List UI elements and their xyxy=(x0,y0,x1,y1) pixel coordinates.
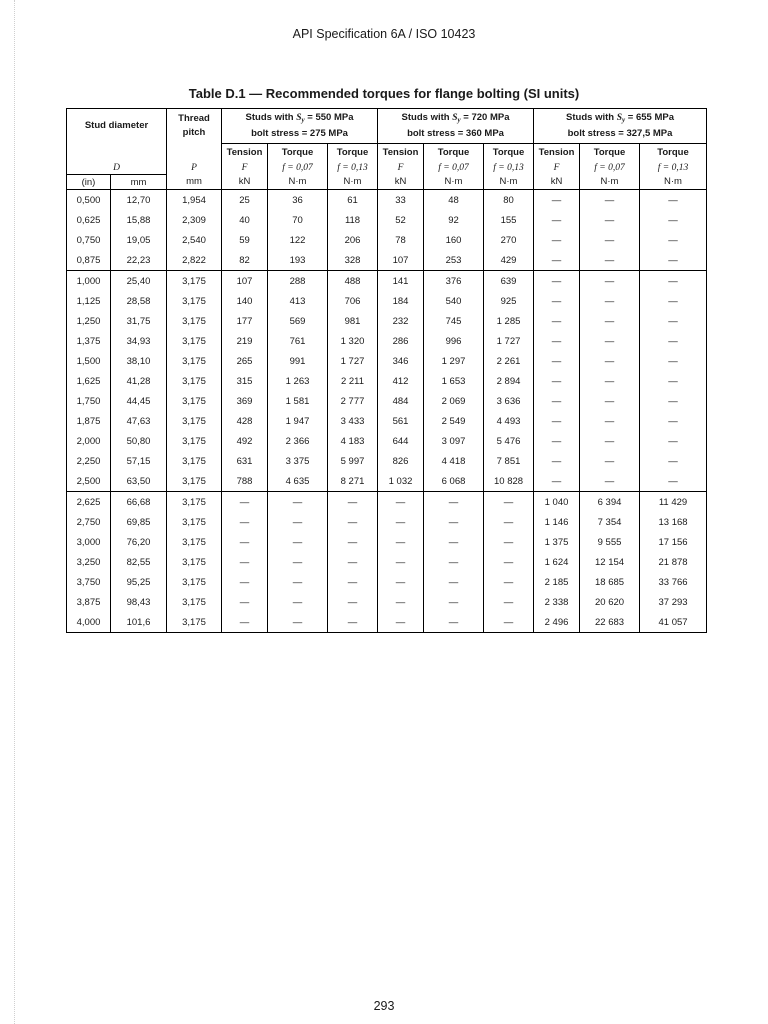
table-cell: 2 366 xyxy=(268,431,328,451)
margin-rule xyxy=(14,0,15,1024)
table-cell: — xyxy=(640,291,707,311)
table-cell: 2,540 xyxy=(167,230,222,250)
table-cell: 3,175 xyxy=(167,552,222,572)
table-cell: 3,750 xyxy=(67,572,111,592)
table-cell: 1 040 xyxy=(534,492,580,513)
table-cell: — xyxy=(222,572,268,592)
table-cell: 184 xyxy=(378,291,424,311)
table-cell: 193 xyxy=(268,250,328,271)
table-cell: — xyxy=(378,492,424,513)
table-cell: — xyxy=(534,451,580,471)
table-cell: — xyxy=(378,512,424,532)
table-cell: 3,175 xyxy=(167,451,222,471)
table-cell: 1 032 xyxy=(378,471,424,492)
table-cell: 3,175 xyxy=(167,411,222,431)
table-cell: — xyxy=(378,532,424,552)
table-cell: — xyxy=(534,371,580,391)
table-cell: 1 263 xyxy=(268,371,328,391)
table-cell: 9 555 xyxy=(580,532,640,552)
table-row xyxy=(67,271,707,292)
table-cell: 4 493 xyxy=(484,411,534,431)
table-row xyxy=(67,230,707,250)
table-cell: — xyxy=(328,612,378,633)
table-cell: 253 xyxy=(424,250,484,271)
table-cell: 286 xyxy=(378,331,424,351)
table-cell: 569 xyxy=(268,311,328,331)
table-cell: 66,68 xyxy=(111,492,167,513)
table-cell: — xyxy=(580,351,640,371)
table-row xyxy=(67,512,707,532)
page-number: 293 xyxy=(373,999,395,1013)
table-cell: — xyxy=(424,612,484,633)
table-cell: 2,250 xyxy=(67,451,111,471)
table-cell: 13 168 xyxy=(640,512,707,532)
table-cell: — xyxy=(580,431,640,451)
table-cell: — xyxy=(268,612,328,633)
table-cell: — xyxy=(640,271,707,292)
table-cell: — xyxy=(268,492,328,513)
table-cell: 38,10 xyxy=(111,351,167,371)
table-cell: 3,175 xyxy=(167,572,222,592)
table-cell: 22,23 xyxy=(111,250,167,271)
table-cell: 376 xyxy=(424,271,484,292)
table-cell: 826 xyxy=(378,451,424,471)
table-cell: — xyxy=(222,612,268,633)
table-cell: 40 xyxy=(222,210,268,230)
table-cell: 369 xyxy=(222,391,268,411)
table-cell: 7 851 xyxy=(484,451,534,471)
table-cell: 3 433 xyxy=(328,411,378,431)
table-cell: 80 xyxy=(484,190,534,211)
table-cell: 33 766 xyxy=(640,572,707,592)
table-cell: — xyxy=(484,492,534,513)
table-cell: — xyxy=(534,311,580,331)
table-row xyxy=(67,311,707,331)
table-cell: 19,05 xyxy=(111,230,167,250)
table-cell: 1 624 xyxy=(534,552,580,572)
table-cell: — xyxy=(328,532,378,552)
table-cell: 3,175 xyxy=(167,471,222,492)
table-cell: 61 xyxy=(328,190,378,211)
table-cell: 3,175 xyxy=(167,371,222,391)
table-cell: 4 418 xyxy=(424,451,484,471)
table-cell: 82,55 xyxy=(111,552,167,572)
table-cell: — xyxy=(640,230,707,250)
table-cell: 76,20 xyxy=(111,532,167,552)
table-cell: — xyxy=(484,552,534,572)
table-cell: — xyxy=(424,592,484,612)
table-cell: — xyxy=(534,271,580,292)
table-cell: — xyxy=(484,532,534,552)
table-cell: — xyxy=(424,552,484,572)
table-cell: 22 683 xyxy=(580,612,640,633)
table-cell: 2 069 xyxy=(424,391,484,411)
table-cell: — xyxy=(268,592,328,612)
table-row xyxy=(67,371,707,391)
table-cell: — xyxy=(328,552,378,572)
table-cell: 70 xyxy=(268,210,328,230)
pitch-label: pitch xyxy=(182,127,206,139)
table-row xyxy=(67,210,707,230)
table-cell: 1 653 xyxy=(424,371,484,391)
table-cell: 3,175 xyxy=(167,532,222,552)
table-cell: 1,625 xyxy=(67,371,111,391)
table-cell: 2 894 xyxy=(484,371,534,391)
table-cell: 2,309 xyxy=(167,210,222,230)
table-cell: 3 097 xyxy=(424,431,484,451)
table-cell: — xyxy=(268,572,328,592)
table-cell: — xyxy=(640,391,707,411)
table-cell: 10 828 xyxy=(484,471,534,492)
table-cell: 63,50 xyxy=(111,471,167,492)
table-cell: 745 xyxy=(424,311,484,331)
table-cell: — xyxy=(268,512,328,532)
table-cell: — xyxy=(424,512,484,532)
table-cell: — xyxy=(378,572,424,592)
table-cell: 631 xyxy=(222,451,268,471)
table-cell: — xyxy=(222,532,268,552)
table-cell: — xyxy=(268,552,328,572)
table-cell: 101,6 xyxy=(111,612,167,633)
table-cell: 1,875 xyxy=(67,411,111,431)
table-cell: — xyxy=(640,411,707,431)
table-cell: 644 xyxy=(378,431,424,451)
table-cell: — xyxy=(640,210,707,230)
table-cell: 328 xyxy=(328,250,378,271)
table-cell: — xyxy=(580,411,640,431)
table-cell: 118 xyxy=(328,210,378,230)
table-cell: 1,250 xyxy=(67,311,111,331)
table-cell: 41,28 xyxy=(111,371,167,391)
table-cell: 761 xyxy=(268,331,328,351)
table-cell: 7 354 xyxy=(580,512,640,532)
table-cell: 706 xyxy=(328,291,378,311)
table-row xyxy=(67,250,707,271)
table-row xyxy=(67,411,707,431)
table-cell: 69,85 xyxy=(111,512,167,532)
table-cell: 1,750 xyxy=(67,391,111,411)
table-cell: — xyxy=(580,471,640,492)
table-cell: — xyxy=(484,512,534,532)
table-cell: 4 635 xyxy=(268,471,328,492)
header-stud-diameter: Stud diameter xyxy=(67,109,167,144)
table-cell: — xyxy=(534,431,580,451)
table-cell: 92 xyxy=(424,210,484,230)
table-cell: — xyxy=(640,431,707,451)
table-cell: 3,175 xyxy=(167,612,222,633)
table-cell: 177 xyxy=(222,311,268,331)
table-cell: 1,500 xyxy=(67,351,111,371)
table-cell: 1,954 xyxy=(167,190,222,211)
table-cell: — xyxy=(580,230,640,250)
table-cell: 0,750 xyxy=(67,230,111,250)
table-cell: — xyxy=(580,271,640,292)
table-cell: — xyxy=(328,512,378,532)
table-row xyxy=(67,592,707,612)
table-row xyxy=(67,471,707,492)
table-cell: 11 429 xyxy=(640,492,707,513)
table-cell: 639 xyxy=(484,271,534,292)
table-cell: 1 581 xyxy=(268,391,328,411)
table-cell: 788 xyxy=(222,471,268,492)
table-title: Table D.1 — Recommended torques for flange bolting (SI units) xyxy=(188,86,580,101)
table-cell: 1 375 xyxy=(534,532,580,552)
table-cell: 2 496 xyxy=(534,612,580,633)
table-cell: 2 777 xyxy=(328,391,378,411)
table-row xyxy=(67,451,707,471)
table-cell: 3 375 xyxy=(268,451,328,471)
table-cell: 925 xyxy=(484,291,534,311)
table-cell: — xyxy=(580,311,640,331)
table-cell: 2 338 xyxy=(534,592,580,612)
table-cell: 33 xyxy=(378,190,424,211)
table-cell: 981 xyxy=(328,311,378,331)
table-cell: 3,175 xyxy=(167,592,222,612)
table-cell: 1 285 xyxy=(484,311,534,331)
table-cell: 288 xyxy=(268,271,328,292)
table-cell: 3,175 xyxy=(167,391,222,411)
table-cell: 561 xyxy=(378,411,424,431)
table-cell: 48 xyxy=(424,190,484,211)
table-cell: 3,175 xyxy=(167,271,222,292)
table-cell: — xyxy=(640,331,707,351)
table-cell: 1,375 xyxy=(67,331,111,351)
table-cell: — xyxy=(640,371,707,391)
table-cell: 1 297 xyxy=(424,351,484,371)
header-group-655: Studs with $S_y = 655$ MPa bolt stress = 327,5 MPa xyxy=(534,109,707,144)
table-cell: 5 997 xyxy=(328,451,378,471)
table-cell: 3,175 xyxy=(167,311,222,331)
table-cell: 428 xyxy=(222,411,268,431)
table-cell: — xyxy=(328,492,378,513)
table-cell: 98,43 xyxy=(111,592,167,612)
table-cell: — xyxy=(640,471,707,492)
table-row xyxy=(67,351,707,371)
table-cell: 3,250 xyxy=(67,552,111,572)
table-cell: — xyxy=(534,291,580,311)
table-cell: 270 xyxy=(484,230,534,250)
table-cell: 484 xyxy=(378,391,424,411)
table-cell: 0,625 xyxy=(67,210,111,230)
table-cell: — xyxy=(534,411,580,431)
table-cell: — xyxy=(534,210,580,230)
table-cell: 2,822 xyxy=(167,250,222,271)
table-cell: 41 057 xyxy=(640,612,707,633)
table-cell: 3,000 xyxy=(67,532,111,552)
table-row xyxy=(67,431,707,451)
table-cell: 429 xyxy=(484,250,534,271)
table-cell: — xyxy=(640,311,707,331)
torque-table: Stud diameter Thread pitch Studs with $S_y = 550$ MPa bolt stress = 275 MPa Studs with $S_y = 720$ MPa bolt stress = 360 MPa Studs with $S_y = 655$ MPa bolt stress = 327,5 MPa Tension Torque Torque Tension Torque Torque Tension Torque Torque D P F f = 0,07 f = 0,13 F f = 0,07 f = 0,13 F f = 0,07 f = 0,13 (in) mm mm kN N·m N·m kN N·m N·m kN N·m N·m 0,500 12,70 1,954 25 36 61 33 48 80 — — — 0,625 15,88 2,309 40 70 118 52 92 155 — — — 0,750 19,05 2,540 59 122 206 78 160 270 — — — 0,875 22,23 2,822 82 193 328 107 253 429 — — — 1,000 25,40 3,175 107 288 488 141 376 639 — — — 1,125 28,58 3,175 140 413 706 184 540 925 — — — 1,250 31,75 3,175 177 569 981 232 745 1 285 — — — 1,375 34,93 3,175 219 761 1 320 286 996 1 727 — — — 1,500 38,10 3,175 265 991 1 727 346 1 297 2 261 — — — 1,625 41,28 3,175 315 1 263 2 211 412 1 653 2 894 — — — 1,750 44,45 3,175 369 1 581 2 777 484 2 069 3 636 — — — 1,875 47,63 3,175 428 1 947 3 433 561 2 549 4 493 — — — 2,000 50,80 3,175 492 2 366 4 183 644 3 097 5 476 — — — 2,250 57,15 3,175 631 3 375 5 997 826 4 418 7 851 — — — 2,500 63,50 3,175 788 4 635 8 271 1 032 6 068 10 828 — — — 2,625 66,68 3,175 — — — — — — 1 040 6 394 11 429 2,750 69,85 3,175 — — — — — — 1 146 7 354 13 168 3,000 76,20 3,175 — — — — — — 1 375 9 555 17 156 3,250 82,55 3,175 — — — — — — 1 624 12 154 21 878 3,750 95,25 3,175 — — — — — — 2 185 18 685 33 766 3,875 98,43 3,175 — — — — — — 2 338 20 620 37 293 4,000 101,6 3,175 — — — — — — 2 496 22 683 41 057 xyxy=(66,108,707,633)
table-row xyxy=(67,612,707,633)
table-cell: 141 xyxy=(378,271,424,292)
table-row xyxy=(67,391,707,411)
table-cell: — xyxy=(424,492,484,513)
table-cell: 44,45 xyxy=(111,391,167,411)
table-cell: 3,175 xyxy=(167,431,222,451)
table-cell: 2 549 xyxy=(424,411,484,431)
table-cell: 1 320 xyxy=(328,331,378,351)
table-cell: 25,40 xyxy=(111,271,167,292)
table-cell: 21 878 xyxy=(640,552,707,572)
table-cell: — xyxy=(534,471,580,492)
table-row xyxy=(67,552,707,572)
table-cell: — xyxy=(640,190,707,211)
table-cell: 12,70 xyxy=(111,190,167,211)
table-cell: 52 xyxy=(378,210,424,230)
table-cell: 1,000 xyxy=(67,271,111,292)
table-cell: — xyxy=(640,451,707,471)
table-cell: — xyxy=(534,331,580,351)
table-cell: 6 068 xyxy=(424,471,484,492)
table-cell: 488 xyxy=(328,271,378,292)
table-cell: — xyxy=(484,572,534,592)
table-cell: 3,175 xyxy=(167,331,222,351)
table-cell: 107 xyxy=(222,271,268,292)
table-cell: 1 947 xyxy=(268,411,328,431)
table-cell: 412 xyxy=(378,371,424,391)
table-cell: 28,58 xyxy=(111,291,167,311)
table-cell: — xyxy=(534,230,580,250)
table-cell: 2,625 xyxy=(67,492,111,513)
table-row xyxy=(67,532,707,552)
table-cell: — xyxy=(378,592,424,612)
table-cell: 346 xyxy=(378,351,424,371)
table-cell: 3 636 xyxy=(484,391,534,411)
table-cell: 2,500 xyxy=(67,471,111,492)
table-cell: 47,63 xyxy=(111,411,167,431)
table-cell: 540 xyxy=(424,291,484,311)
table-cell: 34,93 xyxy=(111,331,167,351)
table-cell: 20 620 xyxy=(580,592,640,612)
table-cell: — xyxy=(222,492,268,513)
table-cell: 232 xyxy=(378,311,424,331)
table-cell: 1 727 xyxy=(328,351,378,371)
table-cell: — xyxy=(640,250,707,271)
table-cell: 1 146 xyxy=(534,512,580,532)
table-cell: 0,500 xyxy=(67,190,111,211)
table-cell: — xyxy=(222,512,268,532)
table-cell: — xyxy=(580,250,640,271)
table-row xyxy=(67,572,707,592)
table-cell: 3,175 xyxy=(167,351,222,371)
table-cell: — xyxy=(580,371,640,391)
table-cell: 996 xyxy=(424,331,484,351)
table-cell: 140 xyxy=(222,291,268,311)
table-cell: 3,175 xyxy=(167,492,222,513)
table-cell: 2 261 xyxy=(484,351,534,371)
table-cell: 1 727 xyxy=(484,331,534,351)
table-cell: 991 xyxy=(268,351,328,371)
table-cell: — xyxy=(484,612,534,633)
table-cell: — xyxy=(424,532,484,552)
table-cell: 2 185 xyxy=(534,572,580,592)
table-cell: 6 394 xyxy=(580,492,640,513)
table-cell: 107 xyxy=(378,250,424,271)
table-cell: 36 xyxy=(268,190,328,211)
table-row xyxy=(67,291,707,311)
table-cell: 315 xyxy=(222,371,268,391)
table-cell: 413 xyxy=(268,291,328,311)
table-cell: 265 xyxy=(222,351,268,371)
table-row xyxy=(67,190,707,211)
table-cell: 25 xyxy=(222,190,268,211)
table-cell: — xyxy=(484,592,534,612)
header-group-550: Studs with $S_y = 550$ MPa bolt stress = 275 MPa xyxy=(222,109,378,144)
table-cell: — xyxy=(378,612,424,633)
table-cell: 2 211 xyxy=(328,371,378,391)
table-cell: 160 xyxy=(424,230,484,250)
table-cell: 95,25 xyxy=(111,572,167,592)
header-group-720: Studs with $S_y = 720$ MPa bolt stress = 360 MPa xyxy=(378,109,534,144)
table-cell: 4 183 xyxy=(328,431,378,451)
table-cell: — xyxy=(534,351,580,371)
table-cell: 122 xyxy=(268,230,328,250)
table-cell: 57,15 xyxy=(111,451,167,471)
table-cell: 492 xyxy=(222,431,268,451)
table-cell: — xyxy=(222,592,268,612)
table-cell: 3,875 xyxy=(67,592,111,612)
table-cell: 0,875 xyxy=(67,250,111,271)
table-cell: 17 156 xyxy=(640,532,707,552)
table-cell: 219 xyxy=(222,331,268,351)
table-cell: — xyxy=(534,190,580,211)
table-cell: 8 271 xyxy=(328,471,378,492)
table-cell: 206 xyxy=(328,230,378,250)
table-cell: 15,88 xyxy=(111,210,167,230)
table-row xyxy=(67,492,707,513)
table-cell: 18 685 xyxy=(580,572,640,592)
table-cell: 2,000 xyxy=(67,431,111,451)
table-cell: 82 xyxy=(222,250,268,271)
table-cell: 155 xyxy=(484,210,534,230)
table-cell: — xyxy=(580,190,640,211)
table-cell: 1,125 xyxy=(67,291,111,311)
table-cell: — xyxy=(580,291,640,311)
table-cell: 31,75 xyxy=(111,311,167,331)
table-cell: 4,000 xyxy=(67,612,111,633)
table-cell: 78 xyxy=(378,230,424,250)
table-cell: — xyxy=(580,451,640,471)
table-cell: — xyxy=(378,552,424,572)
thread-label: Thread xyxy=(178,113,210,125)
table-cell: — xyxy=(222,552,268,572)
table-cell: — xyxy=(534,391,580,411)
table-cell: — xyxy=(534,250,580,271)
table-cell: — xyxy=(328,572,378,592)
table-cell: 50,80 xyxy=(111,431,167,451)
table-cell: 59 xyxy=(222,230,268,250)
page-header: API Specification 6A / ISO 10423 xyxy=(292,27,476,41)
table-cell: 37 293 xyxy=(640,592,707,612)
table-cell: — xyxy=(580,391,640,411)
table-cell: — xyxy=(580,331,640,351)
table-cell: 2,750 xyxy=(67,512,111,532)
header-thread-pitch xyxy=(167,109,222,144)
table-cell: 12 154 xyxy=(580,552,640,572)
table-cell: — xyxy=(328,592,378,612)
table-cell: — xyxy=(640,351,707,371)
table-cell: 3,175 xyxy=(167,512,222,532)
table-cell: 3,175 xyxy=(167,291,222,311)
table-cell: — xyxy=(424,572,484,592)
table-row xyxy=(67,331,707,351)
table-cell: — xyxy=(580,210,640,230)
table-cell: — xyxy=(268,532,328,552)
table-cell: 5 476 xyxy=(484,431,534,451)
